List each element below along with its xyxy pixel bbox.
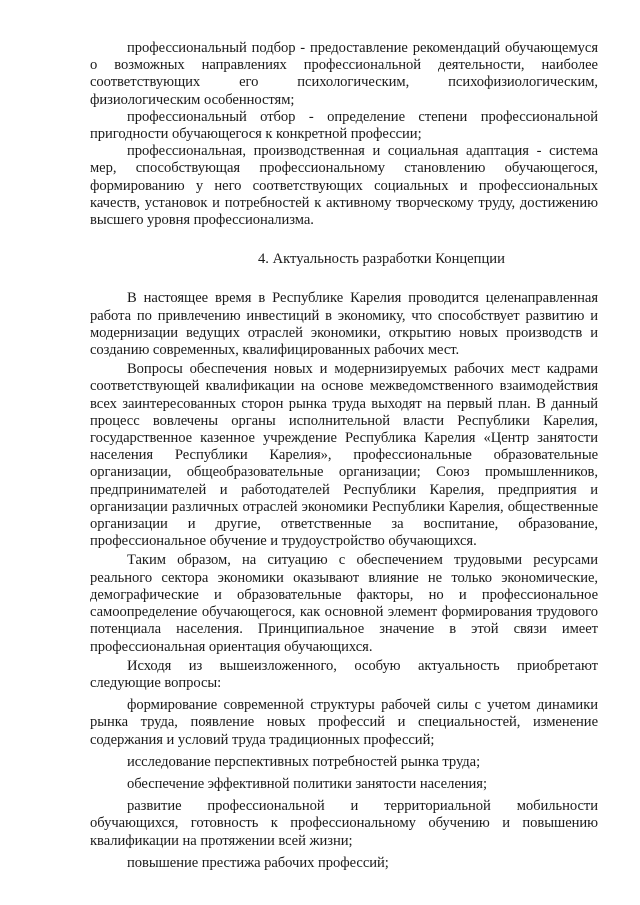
paragraph-professional-screening: профессиональный отбор - определение степени профессиональной пригодности обучающегося к конкретной профессии; — [90, 108, 598, 143]
document-page — [90, 40, 598, 872]
paragraph-professional-selection: профессиональный подбор - предоставление рекомендаций обучающемуся о возможных направлениях профессиональной деятельности, наиболее соответствующих его психологическим, психофизиологическим, физиологическим особенностям; — [90, 40, 598, 108]
list-item: развитие профессиональной и территориальной мобильности обучающихся, готовность к профессиональному обучению и повышению квалификации на протяжении всей жизни; — [90, 798, 598, 849]
list-item: формирование современной структуры рабочей силы с учетом динамики рынка труда, появление новых профессий и специальностей, изменение содержания и условий труда традиционных профессий; — [90, 697, 598, 748]
paragraph-relevant-questions: Исходя из вышеизложенного, особую актуальность приобретают следующие вопросы: — [90, 657, 598, 691]
section-heading: 4. Актуальность разработки Концепции — [258, 251, 505, 268]
list-item: повышение престижа рабочих профессий; — [127, 854, 389, 871]
paragraph-workforce-provision: Вопросы обеспечения новых и модернизируемых рабочих мест кадрами соответствующей квалификации на основе межведомственного взаимодействия всех заинтересованных сторон рынка труда выходят на первый план. В данный процесс вовлечены органы исполнительной власти Республики Карелия, государственное казенное учреждение Республика Карелия «Центр занятости населения Республики Карелия», профессиональные образовательные организации, общеобразовательные организации; Союз промышленников, предпринимателей и работодателей Республики Карелия, предприятия и организации различных отраслей экономики Республики Карелия, общественные организации и другие, ответственные за воспитание, образование, профессиональное обучение и трудоустройство обучающихся. — [90, 361, 598, 550]
paragraph-investment: В настоящее время в Республике Карелия проводится целенаправленная работа по привлечению инвестиций в экономику, что способствует развитию и модернизации ведущих отраслей экономики, открытию новых производств и созданию современных, квалифицированных рабочих мест. — [90, 290, 598, 359]
list-item: исследование перспективных потребностей рынка труда; — [127, 753, 481, 770]
list-item: обеспечение эффективной политики занятости населения; — [127, 775, 487, 792]
paragraph-labor-resources: Таким образом, на ситуацию с обеспечением трудовыми ресурсами реального сектора экономики оказывают влияние не только экономические, демографические и образовательные факторы, но и профессиональное самоопределение обучающегося, как основной элемент формирования трудового потенциала населения. Принципиальное значение в этой связи имеет профессиональная ориентация обучающихся. — [90, 552, 598, 655]
paragraph-professional-adaptation: профессиональная, производственная и социальная адаптация - система мер, способствующая профессиональному становлению обучающегося, формированию у него соответствующих социальных и профессиональных качеств, установок и потребностей к активному творческому труду, достижению высшего уровня профессионализма. — [90, 143, 598, 229]
